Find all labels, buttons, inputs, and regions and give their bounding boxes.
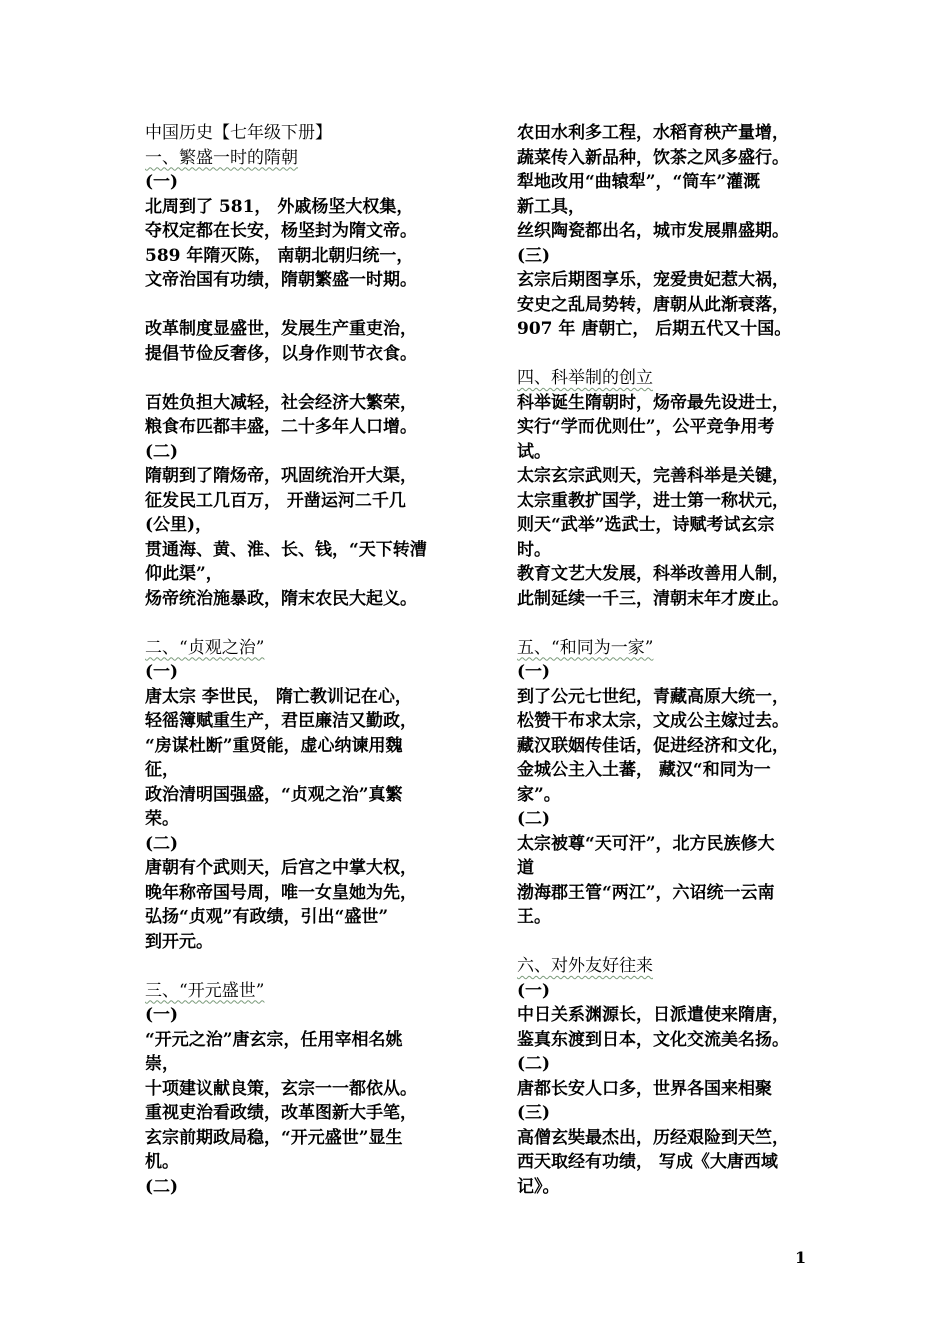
verse-line: 渤海郡王管“两江”，六诏统一云南: [517, 882, 775, 903]
verse-line: 征，: [145, 760, 179, 780]
blank-line: [145, 293, 465, 318]
verse-line: 松赞干布求太宗，文成公主嫁过去。: [517, 711, 789, 731]
verse-line: 蔬菜传入新品种，饮茶之风多盛行。: [517, 147, 789, 168]
subsection-marker: (一): [517, 662, 551, 682]
section-heading: 一、繁盛一时的隋朝: [145, 147, 298, 168]
verse-line: 征发民工几百万， 开凿运河二千几: [145, 490, 406, 511]
subsection-marker: (二): [145, 1176, 179, 1197]
subsection-marker: (三): [517, 1103, 551, 1123]
blank-line: [517, 342, 837, 367]
blank-line: [517, 930, 837, 955]
verse-line: 十项建议献良策，玄宗一一都依从。: [145, 1078, 417, 1099]
section-heading: 三、“开元盛世”: [145, 980, 265, 1001]
section-heading: 四、科举制的创立: [517, 368, 653, 388]
verse-line: 百姓负担大减轻，社会经济大繁荣，: [145, 392, 417, 413]
verse-line: 到开元。: [145, 931, 213, 952]
verse-line: 玄宗后期图享乐，宠爱贵妃惹大祸，: [517, 270, 789, 290]
verse-line: 隋朝到了隋炀帝，巩固统治开大渠，: [145, 466, 417, 486]
verse-line: 家”。: [517, 784, 561, 805]
verse-line: 西天取经有功绩， 写成《大唐西域: [517, 1152, 778, 1172]
subsection-marker: (二): [145, 441, 179, 462]
verse-line: 北周到了 581， 外戚杨坚大权集，: [145, 196, 414, 217]
verse-line: 犁地改用“曲辕犁”，“筒车”灌溉: [517, 172, 761, 192]
verse-line: 唐都长安人口多，世界各国来相聚: [517, 1078, 772, 1099]
blank-line: [145, 954, 465, 979]
verse-line: 589 年隋灭陈， 南朝北朝归统一，: [145, 245, 414, 266]
verse-line: 藏汉联姻传佳话，促进经济和文化，: [517, 735, 789, 756]
blank-line: [145, 611, 465, 636]
verse-line: 教育文艺大发展，科举改善用人制，: [517, 564, 789, 584]
verse-line: 907 年 唐朝亡， 后期五代又十国。: [517, 319, 792, 339]
verse-line: 唐太宗 李世民， 隋亡教训记在心，: [145, 686, 412, 707]
verse-line: 试。: [517, 441, 551, 462]
verse-line: 重视吏治看政绩，改革图新大手笔，: [145, 1103, 417, 1123]
right-column: [517, 121, 837, 1199]
subsection-marker: (一): [145, 172, 179, 192]
subsection-marker: (一): [145, 662, 179, 682]
document-title: 中国历史【七年级下册】: [145, 123, 332, 143]
verse-line: 粮食布匹都丰盛，二十多年人口增。: [145, 417, 417, 437]
verse-line: 文帝治国有功绩，隋朝繁盛一时期。: [145, 270, 417, 290]
blank-line: [145, 366, 465, 391]
verse-line: 机。: [145, 1152, 179, 1172]
verse-line: 荣。: [145, 809, 179, 829]
verse-line: 轻徭簿赋重生产，君臣廉洁又勤政，: [145, 711, 417, 731]
verse-line: 高僧玄奘最杰出，历经艰险到天竺，: [517, 1127, 789, 1148]
verse-line: 丝织陶瓷都出名，城市发展鼎盛期。: [517, 221, 789, 241]
section-heading: 二、“贞观之治”: [145, 637, 265, 658]
verse-line: 政治清明国强盛，“贞观之治”真繁: [145, 784, 403, 805]
left-column: [145, 121, 465, 1199]
verse-line: 实行“学而优则仕”，公平竞争用考: [517, 417, 775, 437]
subsection-marker: (三): [517, 245, 551, 266]
verse-line: 提倡节俭反奢侈，以身作则节衣食。: [145, 343, 417, 364]
verse-line: 道: [517, 858, 534, 878]
verse-line: 记》。: [517, 1176, 560, 1197]
section-heading: 五、“和同为一家”: [517, 637, 654, 658]
verse-line: 中日关系渊源长，日派遣使来隋唐，: [517, 1005, 789, 1025]
subsection-marker: (二): [145, 833, 179, 854]
verse-line: 安史之乱局势转，唐朝从此渐衰落，: [517, 294, 789, 315]
verse-line: 太宗玄宗武则天，完善科举是关键，: [517, 466, 789, 486]
verse-line: 夺权定都在长安，杨坚封为隋文帝。: [145, 221, 417, 241]
verse-line: 鉴真东渡到日本，文化交流美名扬。: [517, 1029, 789, 1050]
verse-line: 新工具，: [517, 196, 585, 217]
verse-line: “开元之治”唐玄宗，任用宰相名姚: [145, 1029, 403, 1050]
verse-line: 太宗重教扩国学，进士第一称状元，: [517, 490, 789, 511]
verse-line: 崇，: [145, 1054, 179, 1074]
section-heading: 六、对外友好往来: [517, 956, 653, 976]
verse-line: 到了公元七世纪，青藏高原大统一，: [517, 686, 789, 707]
verse-line: 玄宗前期政局稳，“开元盛世”显生: [145, 1127, 403, 1148]
subsection-marker: (二): [517, 1054, 551, 1074]
verse-line: 时。: [517, 539, 551, 560]
verse-line: 王。: [517, 907, 551, 927]
blank-line: [517, 611, 837, 636]
verse-line: 农田水利多工程，水稻育秧产量增，: [517, 123, 789, 143]
verse-line: 太宗被尊“天可汗”，北方民族修大: [517, 833, 775, 854]
verse-line: 金城公主入土蕃， 藏汉“和同为一: [517, 760, 771, 780]
verse-line: 科举诞生隋朝时，炀帝最先设进士，: [517, 392, 789, 413]
verse-line: 弘扬“贞观”有政绩，引出“盛世”: [145, 907, 389, 927]
subsection-marker: (二): [517, 809, 551, 829]
subsection-marker: (一): [517, 980, 551, 1001]
verse-line: 贯通海、黄、淮、长、钱，“天下转漕: [145, 539, 427, 560]
verse-line: 晚年称帝国号周，唯一女皇她为先，: [145, 882, 417, 903]
verse-line: 仰此渠”，: [145, 564, 223, 584]
verse-line: (公里)，: [145, 515, 213, 535]
page-number: 1: [795, 1248, 807, 1267]
verse-line: 此制延续一千三，清朝末年才废止。: [517, 588, 789, 609]
verse-line: “房谋杜断”重贤能，虚心纳谏用魏: [145, 735, 403, 756]
verse-line: 唐朝有个武则天，后宫之中掌大权，: [145, 858, 417, 878]
verse-line: 炀帝统治施暴政，隋末农民大起义。: [145, 588, 417, 609]
verse-line: 改革制度显盛世，发展生产重吏治，: [145, 319, 417, 339]
subsection-marker: (一): [145, 1005, 179, 1025]
verse-line: 则天“武举”选武士，诗赋考试玄宗: [517, 515, 775, 535]
